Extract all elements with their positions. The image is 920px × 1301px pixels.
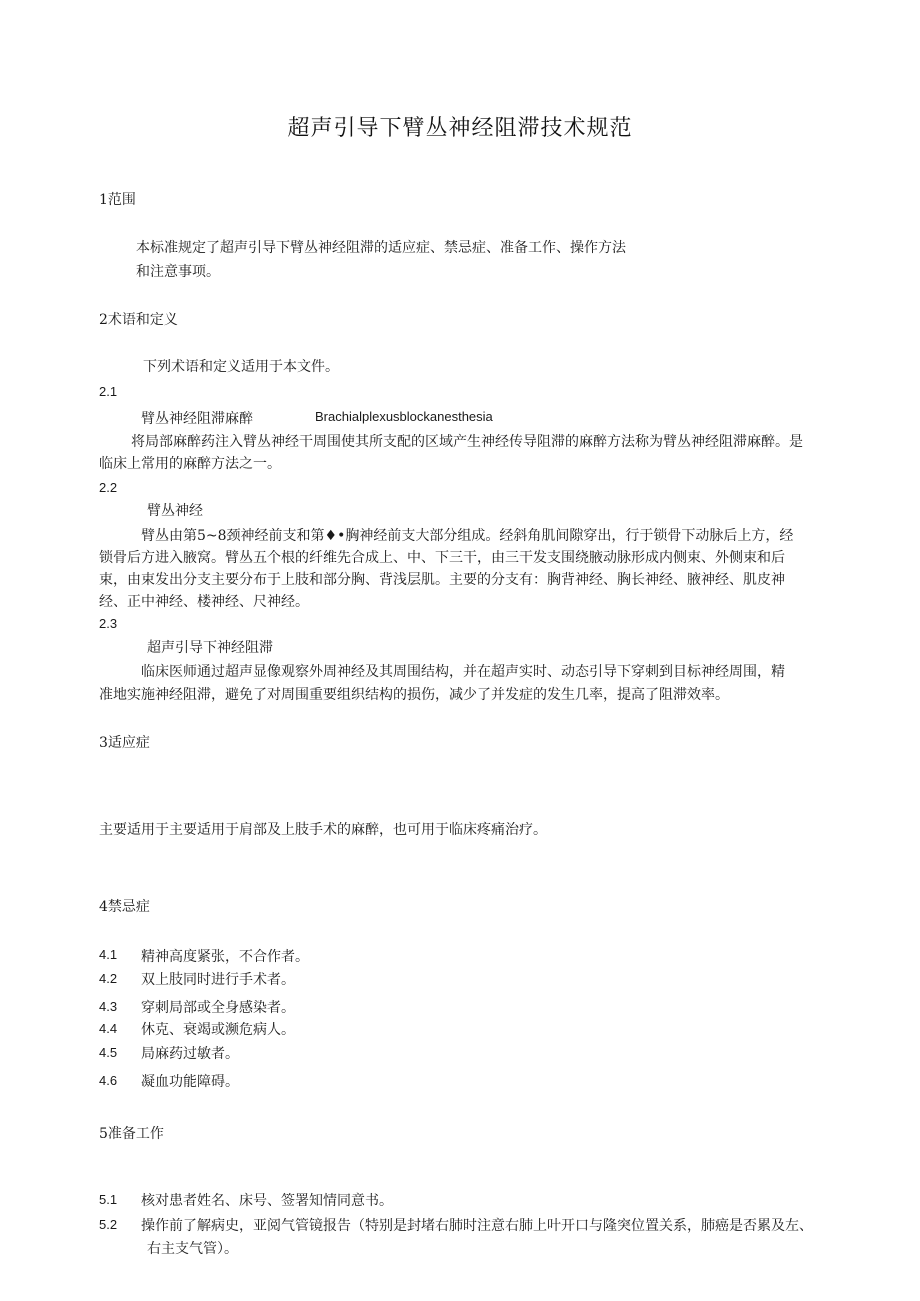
term-2-1-number: 2.1	[99, 384, 118, 399]
contraindication-text: 局麻药过敏者。	[141, 1046, 239, 1062]
contraindication-number: 4.3	[99, 999, 118, 1014]
section-1-text-line2: 和注意事项。	[136, 264, 220, 280]
term-2-3-definition-line2: 准地实施神经阻滞，避免了对周围重要组织结构的损伤，减少了并发症的发生几率，提高了阻滞效率。	[99, 687, 729, 703]
contraindication-number: 4.6	[99, 1073, 118, 1088]
page-title: 超声引导下臂丛神经阻滞技术规范	[287, 116, 633, 141]
preparation-text-continuation: 右主支气管）。	[147, 1241, 238, 1257]
section-5-heading: 5准备工作	[99, 1126, 164, 1142]
term-2-3-number: 2.3	[99, 616, 118, 631]
contraindication-number: 4.5	[99, 1045, 118, 1060]
section-2-intro: 下列术语和定义适用于本文件。	[143, 359, 339, 375]
contraindication-text: 休克、衰竭或濒危病人。	[141, 1022, 295, 1038]
term-2-2-definition-line3: 束，由束发出分支主要分布于上肢和部分胸、背浅层肌。主要的分支有：胸背神经、胸长神经、腋神经、肌皮神	[99, 572, 785, 588]
contraindication-number: 4.2	[99, 971, 118, 986]
contraindication-number: 4.4	[99, 1021, 118, 1036]
term-2-1-definition-line1: 将局部麻醉药注入臂丛神经干周围使其所支配的区域产生神经传导阻滞的麻醉方法称为臂丛神经阻滞麻醉。是	[131, 434, 803, 450]
term-2-2-name: 臂丛神经	[147, 503, 203, 519]
section-3-text: 主要适用于主要适用于肩部及上肢手术的麻醉，也可用于临床疼痛治疗。	[99, 822, 547, 838]
term-2-3-name: 超声引导下神经阻滞	[147, 640, 273, 656]
preparation-number: 5.2	[99, 1217, 118, 1232]
section-1-text-line1: 本标准规定了超声引导下臂丛神经阻滞的适应症、禁忌症、准备工作、操作方法	[136, 240, 626, 256]
contraindication-text: 精神高度紧张，不合作者。	[141, 949, 309, 965]
term-2-2-definition-line2: 锁骨后方进入腋窝。臂丛五个根的纤维先合成上、中、下三干，由三干发支围绕腋动脉形成内侧束、外侧束和后	[99, 550, 785, 566]
contraindication-number: 4.1	[99, 947, 118, 962]
section-2-heading: 2术语和定义	[99, 312, 178, 328]
contraindication-text: 穿刺局部或全身感染者。	[141, 1000, 295, 1016]
term-2-2-definition-line4: 经、正中神经、楼神经、尺神经。	[99, 594, 309, 610]
section-1-heading: 1范围	[99, 192, 136, 208]
section-3-heading: 3适应症	[99, 735, 150, 751]
preparation-number: 5.1	[99, 1192, 118, 1207]
term-2-3-definition-line1: 临床医师通过超声显像观察外周神经及其周围结构，并在超声实时、动态引导下穿刺到目标神经周围，精	[141, 664, 785, 680]
term-2-1-definition-line2: 临床上常用的麻醉方法之一。	[99, 456, 281, 472]
term-2-1-english: Brachialplexusblockanesthesia	[315, 409, 493, 424]
term-2-2-number: 2.2	[99, 480, 118, 495]
contraindication-text: 凝血功能障碍。	[141, 1074, 239, 1090]
preparation-text: 核对患者姓名、床号、签署知情同意书。	[141, 1193, 393, 1209]
term-2-2-definition-line1: 臂丛由第5~8颈神经前支和第♦•胸神经前支大部分组成。经斜角肌间隙穿出，行于锁骨下动脉后上方，经	[141, 528, 794, 544]
term-2-1-name: 臂丛神经阻滞麻醉	[141, 411, 253, 427]
section-4-heading: 4禁忌症	[99, 899, 150, 915]
contraindication-text: 双上肢同时进行手术者。	[141, 972, 295, 988]
preparation-text: 操作前了解病史，亚阅气管镜报告（特别是封堵右肺时注意右肺上叶开口与隆突位置关系，肺癌是否累及左、	[141, 1218, 813, 1234]
